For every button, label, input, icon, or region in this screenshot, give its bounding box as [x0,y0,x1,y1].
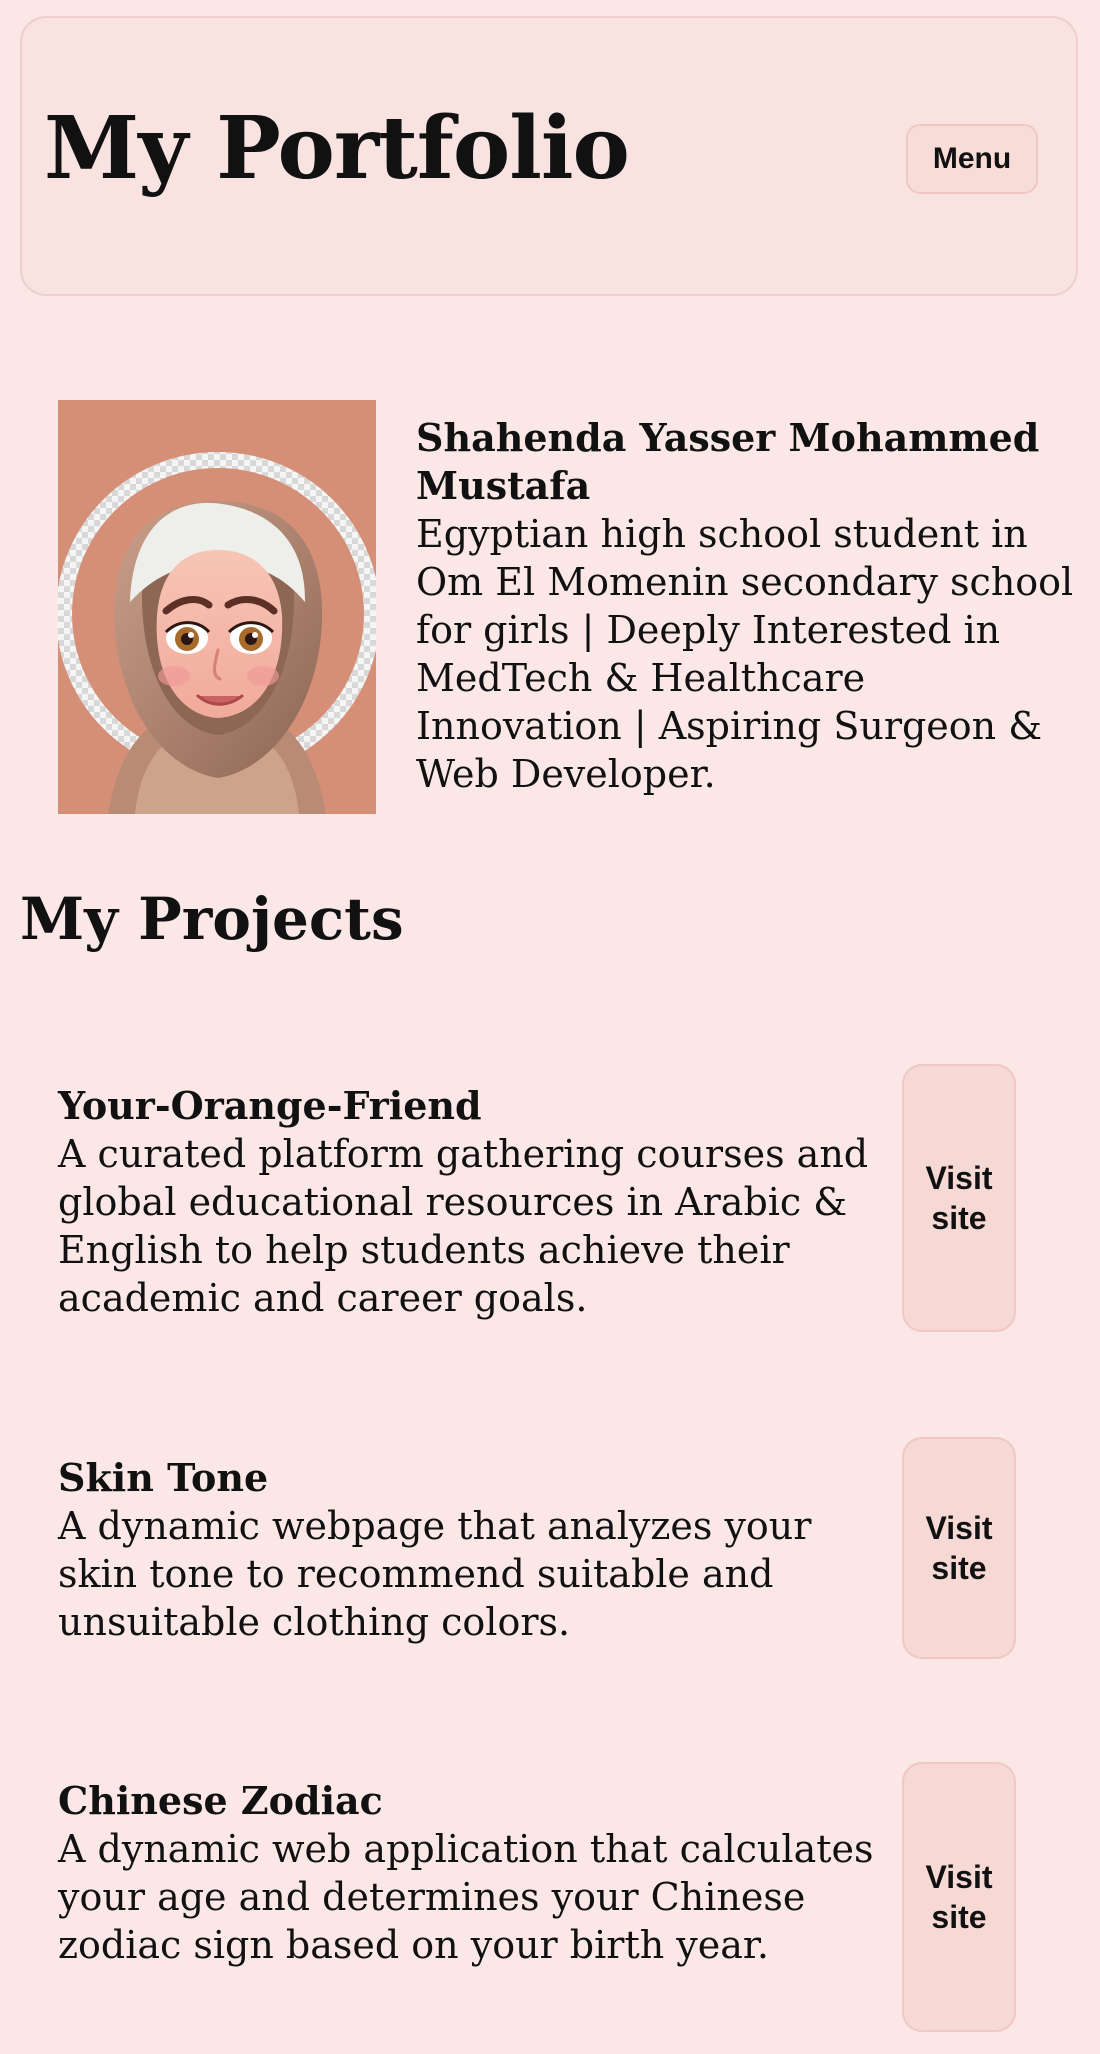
project-description: A dynamic webpage that analyzes your skin tone to recommend suitable and unsuitable clothing colors. [58,1504,812,1644]
site-title: My Portfolio [44,98,629,199]
project-title: Your-Orange-Friend [58,1083,482,1128]
project-text [58,1082,878,1322]
profile-info [416,414,1081,798]
project-card-chinese-zodiac [58,1777,1058,2027]
project-title: Skin Tone [58,1455,269,1500]
profile-name: Shahenda Yasser Mohammed Mustafa [416,415,1040,508]
project-card-skin-tone [58,1454,1058,1644]
visit-site-button[interactable]: Visit site [902,1762,1016,2032]
project-card-your-orange-friend [58,1082,1058,1332]
menu-button[interactable]: Menu [906,124,1038,194]
avatar-illustration [58,400,376,814]
project-description: A dynamic web application that calculates your age and determines your Chinese zodiac sign based on your birth year. [58,1827,874,1967]
project-description: A curated platform gathering courses and global educational resources in Arabic & English to help students achieve their academic and career goals. [58,1132,869,1320]
project-text [58,1454,878,1646]
profile-avatar [58,400,376,814]
profile-bio: Egyptian high school student in Om El Momenin secondary school for girls | Deeply Interested in MedTech & Healthcare Innovation | Aspiring Surgeon & Web Developer. [416,512,1074,796]
project-title: Chinese Zodiac [58,1778,383,1823]
project-text [58,1777,878,1969]
visit-site-button[interactable]: Visit site [902,1064,1016,1332]
projects-heading: My Projects [20,885,404,953]
visit-site-button[interactable]: Visit site [902,1437,1016,1659]
profile-section [58,400,1078,820]
site-header [20,16,1078,296]
